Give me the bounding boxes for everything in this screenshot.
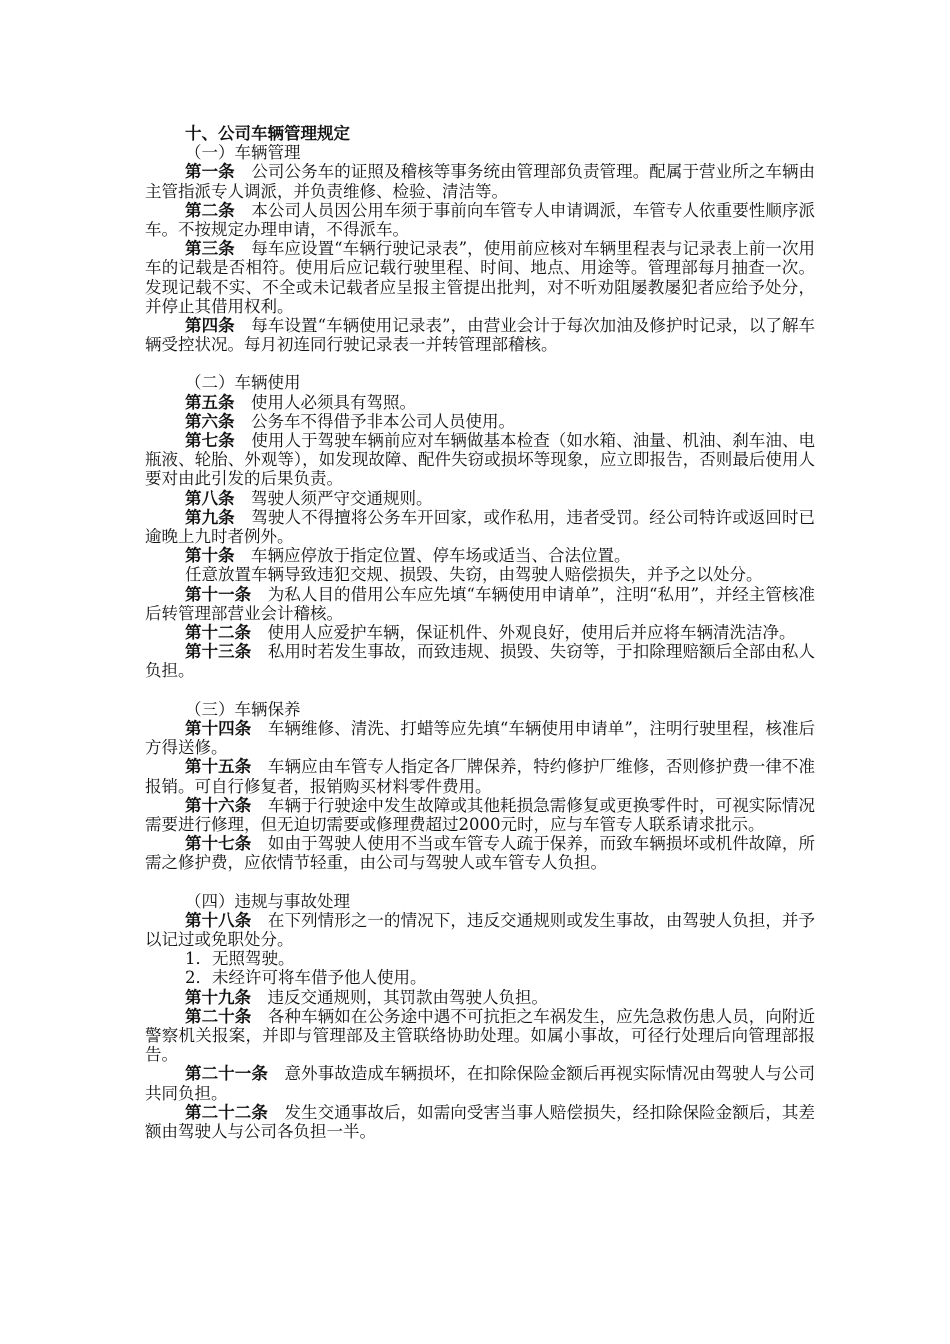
article-paragraph bbox=[145, 719, 815, 757]
article-paragraph bbox=[145, 642, 815, 680]
article-paragraph bbox=[145, 757, 815, 795]
article-number: 第八条 bbox=[185, 488, 235, 508]
article-text: 任意放置车辆导致违犯交规、损毁、失窃，由驾驶人赔偿损失，并予之以处分。 bbox=[185, 565, 763, 585]
document-title: 十、公司车辆管理规定 bbox=[185, 124, 350, 143]
article-paragraph bbox=[145, 546, 815, 565]
article-paragraph bbox=[145, 623, 815, 642]
article-paragraph bbox=[145, 834, 815, 872]
article-paragraph bbox=[145, 239, 815, 316]
article-text: 车辆应停放于指定位置、停车场或适当、合法位置。 bbox=[251, 546, 631, 566]
article-text: 使用人于驾驶车辆前应对车辆做基本检查（如水箱、油量、机油、刹车油、电瓶液、轮胎、外观等），如发现故障、配件失窃或损坏等现象，应立即报告，否则最后使用人要对由此引发的后果负责。 bbox=[145, 431, 816, 489]
article-number: 第六条 bbox=[185, 411, 235, 431]
article-text: 公务车不得借予非本公司人员使用。 bbox=[251, 411, 515, 431]
article-number: 第二十二条 bbox=[185, 1102, 268, 1122]
article-paragraph bbox=[145, 316, 815, 354]
section-gap bbox=[145, 873, 815, 892]
article-number: 第十五条 bbox=[185, 757, 252, 777]
article-paragraph bbox=[145, 393, 815, 412]
document-page bbox=[145, 124, 815, 1141]
article-paragraph bbox=[145, 1064, 815, 1102]
article-text: 各种车辆如在公务途中遇不可抗拒之车祸发生，应先急救伤患人员，向附近警察机关报案，并即与管理部及主管联络协助处理。如属小事故，可径行处理后向管理部报告。 bbox=[145, 1006, 816, 1065]
article-text: 私用时若发生事故，而致违规、损毁、失窃等，于扣除理赔额后全部由私人负担。 bbox=[145, 642, 816, 681]
section-gap bbox=[145, 354, 815, 373]
article-paragraph bbox=[145, 412, 815, 431]
article-number: 第十二条 bbox=[185, 623, 251, 643]
article-number: 第十九条 bbox=[185, 987, 251, 1007]
article-paragraph bbox=[145, 988, 815, 1007]
article-text: 为私人目的借用公车应先填“车辆使用申请单”，注明“私用”，并经主管核准后转管理部营业会计稽核。 bbox=[145, 584, 815, 623]
article-number: 第二十一条 bbox=[185, 1064, 268, 1084]
article-paragraph bbox=[145, 1103, 815, 1141]
article-paragraph bbox=[145, 949, 815, 968]
article-number: 第四条 bbox=[185, 316, 235, 336]
article-text: 在下列情形之一的情况下，违反交通规则或发生事故，由驾驶人负担，并予以记过或免职处分。 bbox=[145, 910, 816, 949]
article-paragraph bbox=[145, 431, 815, 489]
article-paragraph bbox=[145, 968, 815, 987]
article-number: 第三条 bbox=[185, 239, 235, 259]
article-text: 每车应设置“车辆行驶记录表”，使用前应核对车辆里程表与记录表上前一次用车的记载是否相符。使用后应记载行驶里程、时间、地点、用途等。管理部每月抽查一次。发现记载不实、不全或未记载者应呈报主管提出批判，对不听劝阻屡教屡犯者应给予处分，并停止其借用权利。 bbox=[145, 239, 816, 316]
article-text: 2．未经许可将车借予他人使用。 bbox=[185, 968, 427, 988]
article-number: 第十七条 bbox=[185, 834, 252, 854]
article-text: 车辆于行驶途中发生故障或其他耗损急需修复或更换零件时，可视实际情况需要进行修理，但无迫切需要或修理费超过2000元时，应与车管专人联系请求批示。 bbox=[145, 795, 816, 834]
article-text: 使用人必须具有驾照。 bbox=[251, 392, 416, 412]
article-number: 第五条 bbox=[185, 392, 235, 412]
article-text: 驾驶人须严守交通规则。 bbox=[251, 488, 433, 508]
article-number: 第九条 bbox=[185, 507, 235, 527]
article-number: 第十四条 bbox=[185, 718, 252, 738]
article-paragraph bbox=[145, 162, 815, 200]
article-number: 第十六条 bbox=[185, 795, 252, 815]
article-text: 公司公务车的证照及稽核等事务统由管理部负责管理。配属于营业所之车辆由主管指派专人调派，并负责维修、检验、清洁等。 bbox=[145, 162, 816, 201]
section-heading: （四）违规与事故处理 bbox=[185, 891, 350, 911]
article-number: 第十三条 bbox=[185, 642, 252, 662]
article-paragraph bbox=[145, 489, 815, 508]
article-text: 如由于驾驶人使用不当或车管专人疏于保养，而致车辆损坏或机件故障，所需之修护费，应依情节轻重，由公司与驾驶人或车管专人负担。 bbox=[145, 834, 816, 873]
article-text: 每车设置“车辆使用记录表”，由营业会计于每次加油及修护时记录，以了解车辆受控状况。每月初连同行驶记录表一并转管理部稽核。 bbox=[145, 316, 816, 355]
article-text: 使用人应爱护车辆，保证机件、外观良好，使用后并应将车辆清洗洁净。 bbox=[267, 623, 796, 643]
article-text: 意外事故造成车辆损坏，在扣除保险金额后再视实际情况由驾驶人与公司共同负担。 bbox=[145, 1064, 816, 1103]
article-text: 车辆维修、清洗、打蜡等应先填“车辆使用申请单”，注明行驶里程，核准后方得送修。 bbox=[145, 718, 816, 758]
article-paragraph bbox=[145, 585, 815, 623]
article-text: 发生交通事故后，如需向受害当事人赔偿损失，经扣除保险金额后，其差额由驾驶人与公司各负担一半。 bbox=[145, 1102, 816, 1141]
article-number: 第十一条 bbox=[185, 584, 252, 604]
document-body bbox=[145, 143, 815, 1141]
article-text: 驾驶人不得擅将公务车开回家，或作私用，违者受罚。经公司特许或返回时已逾晚上九时者例外。 bbox=[145, 507, 816, 547]
article-paragraph bbox=[145, 508, 815, 546]
article-text: 1．无照驾驶。 bbox=[185, 949, 295, 969]
section-heading: （一）车辆管理 bbox=[185, 143, 301, 163]
article-number: 第一条 bbox=[185, 162, 235, 182]
section-heading: （二）车辆使用 bbox=[185, 373, 301, 393]
article-number: 第二十条 bbox=[185, 1006, 252, 1026]
article-paragraph bbox=[145, 1007, 815, 1065]
article-text: 本公司人员因公用车须于事前向车管专人申请调派，车管专人依重要性顺序派车。不按规定办理申请，不得派车。 bbox=[145, 200, 816, 240]
section-heading: （三）车辆保养 bbox=[185, 699, 301, 719]
article-number: 第十八条 bbox=[185, 910, 252, 930]
article-paragraph bbox=[145, 201, 815, 239]
article-paragraph bbox=[145, 565, 815, 584]
article-paragraph bbox=[145, 796, 815, 834]
article-paragraph bbox=[145, 911, 815, 949]
article-text: 车辆应由车管专人指定各厂牌保养，特约修护厂维修，否则修护费一律不准报销。可自行修复者，报销购买材料零件费用。 bbox=[145, 757, 816, 796]
article-number: 第七条 bbox=[185, 431, 235, 451]
article-number: 第十条 bbox=[185, 546, 235, 566]
section-gap bbox=[145, 681, 815, 700]
article-number: 第二条 bbox=[185, 200, 235, 220]
article-text: 违反交通规则，其罚款由驾驶人负担。 bbox=[267, 987, 548, 1007]
